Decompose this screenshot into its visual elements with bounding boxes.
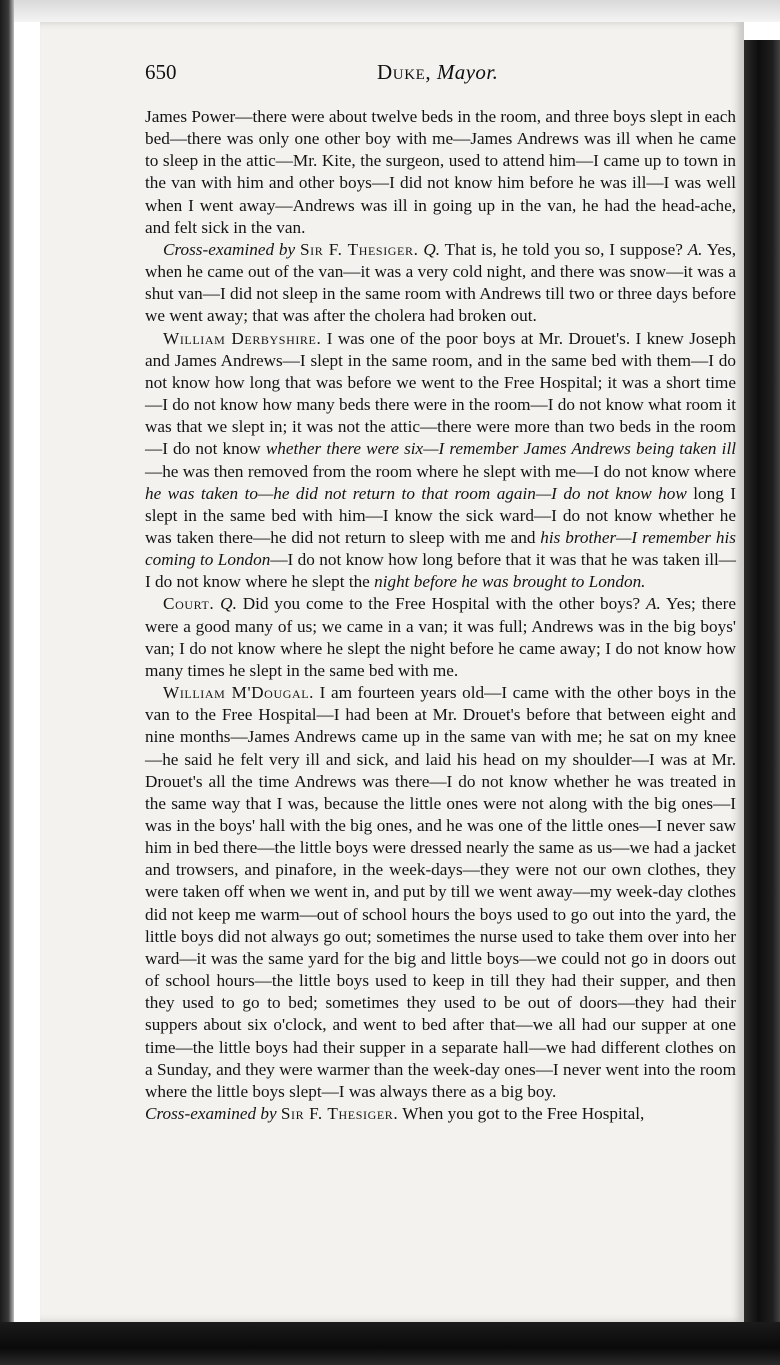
speaker-name: William Derbyshire. bbox=[163, 328, 322, 348]
running-head-title: Mayor. bbox=[436, 60, 499, 84]
speaker-name: Sir F. Thesiger. bbox=[300, 239, 419, 259]
text-run: long I slept in the same bed with him—I know the sick ward—I do not know whether he was taken there—he did not return to sleep with me and bbox=[145, 483, 736, 547]
text-run: James Power—there were about twelve beds in the room, and three boys slept in each bed—there was only one other boy with me—James Andrews was ill when he came to sleep in the attic—Mr. Kite, the surgeon, used to attend him—I came up to town in the van with him and other boys—I did not know him before he was ill—I was well when I went away—Andrews was ill in going up in the van, he had the head-ache, and felt sick in the van. bbox=[145, 107, 736, 237]
text-run: Did you come to the Free Hospital with the other boys? bbox=[236, 594, 647, 614]
text-run: I was one of the poor boys at Mr. Drouet's. I knew Joseph and James Andrews—I slept in the same room, and in the same bed with them—I do not know how long that was before we went to the Free Hospital; it was a short time—I do not know how many beds there were in the room—I do not know what room it was that we slept in; it was not the attic—there were more than two beds in the room—I do not know bbox=[145, 328, 736, 459]
scan-top-edge bbox=[0, 0, 780, 22]
italic-text: A. bbox=[687, 239, 703, 259]
paragraph bbox=[145, 239, 736, 328]
italic-text: A. bbox=[646, 594, 661, 614]
italic-text: Cross-examined by bbox=[145, 1104, 277, 1124]
speaker-name: Court. bbox=[163, 594, 215, 614]
running-head-name: Duke, bbox=[377, 60, 432, 84]
speaker-name: William M'Dougal. bbox=[163, 683, 315, 703]
italic-text: whether there were six—I remember James Andrews being taken ill bbox=[265, 439, 736, 459]
text-run: When you got to the Free Hospital, bbox=[398, 1104, 645, 1124]
italic-text: night before he was brought to London. bbox=[374, 572, 646, 592]
paragraph bbox=[145, 1103, 736, 1125]
text-run: Yes; there were a good many of us; we came in a van; it was full; Andrews was in the big boys' van; I do not know where he slept the night before he came away; I do not know how many times he slept in the same bed with me. bbox=[145, 594, 737, 680]
italic-text: Q. bbox=[220, 594, 237, 614]
paragraph bbox=[145, 106, 736, 239]
text-run: —I do not know how long before that it was that he was taken ill—I do not know where he slept the bbox=[145, 550, 736, 592]
running-head bbox=[377, 60, 498, 85]
italic-text: his brother—I remember his coming to London bbox=[145, 527, 736, 570]
text-run: I am fourteen years old—I came with the other boys in the van to the Free Hospital—I had been at Mr. Drouet's before that between eight and nine months—James Andrews came up in the same van with me; he sat on my knee—he said he felt very ill and sick, and laid his head on my shoulder—I was at Mr. Drouet's all the time Andrews was there—I do not know whether he was treated in the same way that I was, because the little ones were not along with the big ones—I was in the boys' hall with the big ones, and he was one of the little ones—I never saw him in bed there—the little boys were dressed nearly the same as us—we had a jacket and trowsers, and pinafore, in the week-days—they were not our own clothes, they were taken off when we went in, and put by till we went away—my week-day clothes did not keep me warm—out of school hours the boys used to go out into the yard, the little boys did not always go out; sometimes the nurse used to take them over into her ward—it was the same yard for the big and little boys—we could not go in doors out of school hours—the little boys used to keep in till they had their supper, and then they used to go to bed; sometimes they used to be out of doors—they had their suppers about six o'clock, and went to bed after that—we all had our supper at one time—the little boys had their supper in a separate hall—we had different clothes on a Sunday, and they were warmer than the week-day ones—I never went into the room where the little boys slept—I was always there as a big boy. bbox=[145, 683, 736, 1101]
scan-left-edge bbox=[0, 0, 14, 1365]
paragraph bbox=[145, 328, 736, 594]
italic-text: Cross-examined by bbox=[163, 239, 296, 259]
text-run: —he was then removed from the room where he slept with me—I do not know where bbox=[145, 461, 736, 481]
text-run: Yes, when he came out of the van—it was a very cold night, and there was snow—it was a shut van—I did not sleep in the same room with Andrews till two or three days before we went away; that was after the cholera had broken out. bbox=[145, 239, 736, 326]
scan-bottom-band bbox=[0, 1322, 780, 1365]
paragraph bbox=[145, 682, 736, 1103]
book-spine bbox=[744, 40, 780, 1325]
italic-text: he was taken to—he did not return to that room again—I do not know how bbox=[145, 483, 687, 503]
text-run: That is, he told you so, I suppose? bbox=[440, 239, 688, 259]
italic-text: Q. bbox=[423, 239, 441, 259]
speaker-name: Sir F. Thesiger. bbox=[280, 1104, 399, 1124]
page-number: 650 bbox=[145, 60, 177, 84]
paragraph bbox=[145, 593, 736, 682]
page-header bbox=[145, 60, 740, 96]
body-text bbox=[145, 106, 736, 1125]
